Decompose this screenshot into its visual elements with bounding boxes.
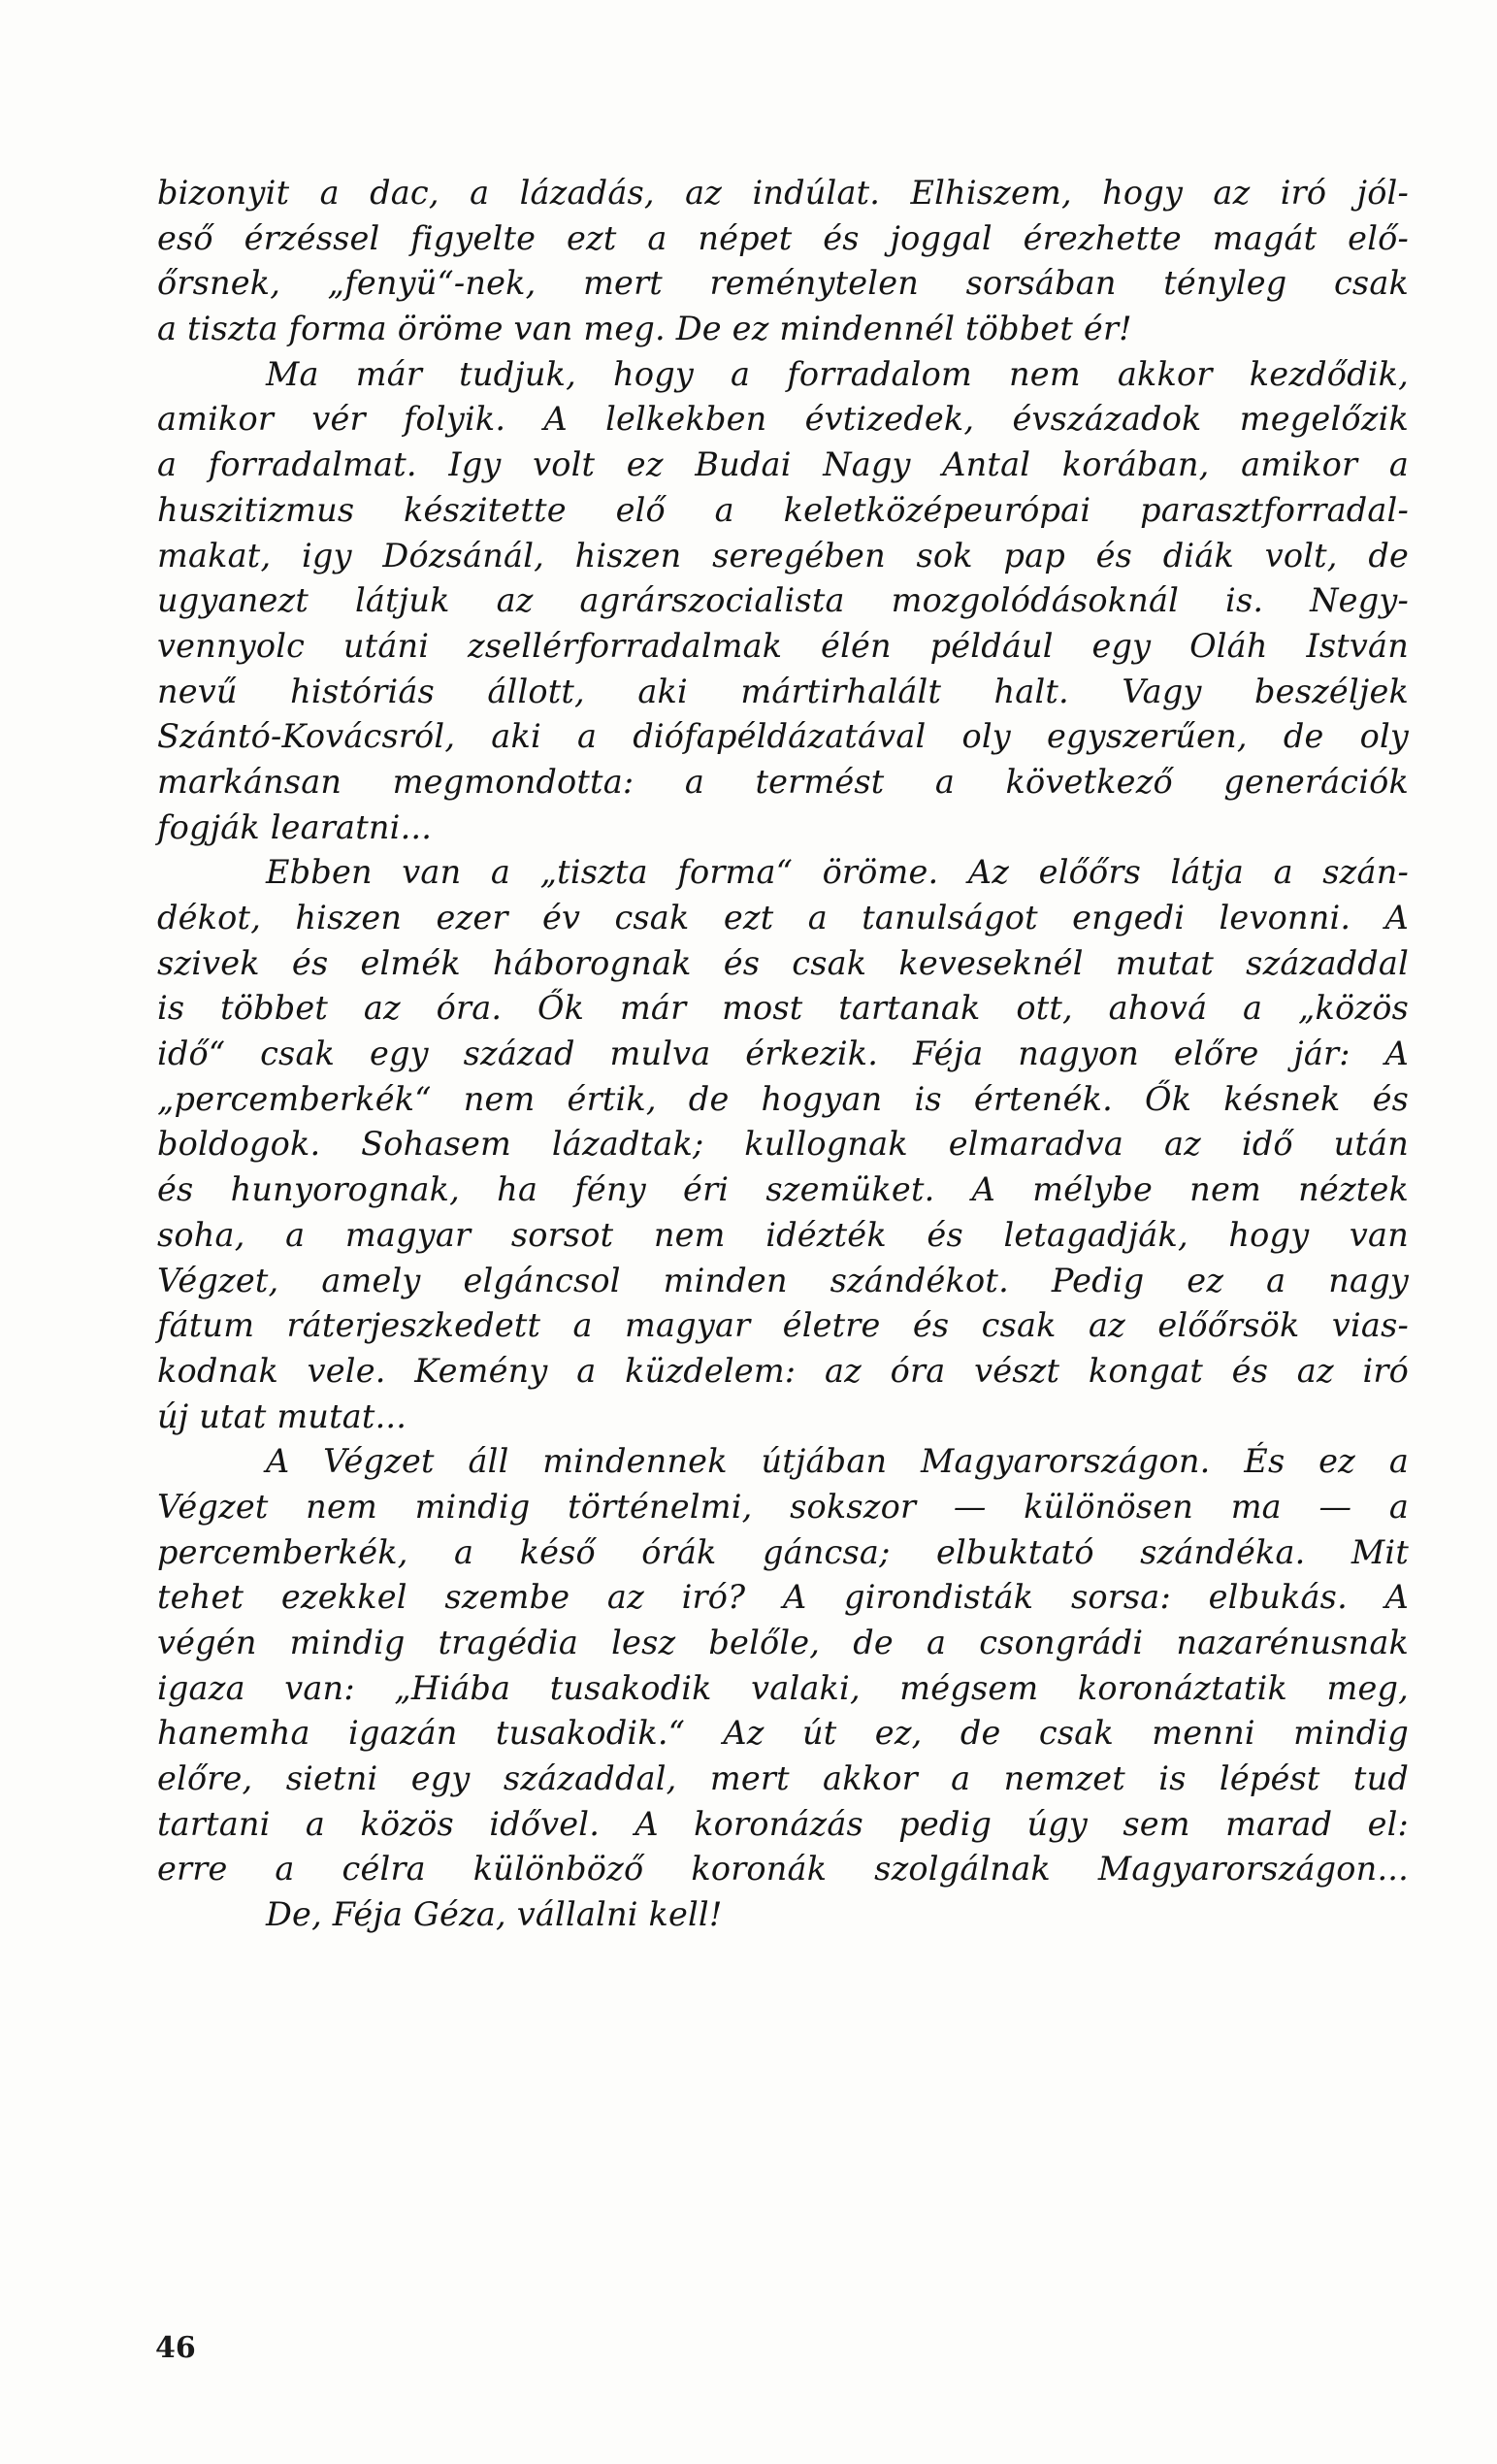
text-line: őrsnek, „fenyü“-nek, mert reménytelen sorsában tényleg csak — [157, 264, 1409, 303]
text-line: percemberkék, a késő órák gáncsa; elbuktató szándéka. Mit — [157, 1532, 1409, 1571]
page-number: 46 — [155, 2331, 196, 2365]
text-line: Végzet nem mindig történelmi, sokszor — különösen ma — a — [157, 1487, 1409, 1526]
text-line: a forradalmat. Igy volt ez Budai Nagy Antal korában, amikor a — [157, 445, 1409, 484]
text-line: nevű históriás állott, aki mártirhalált halt. Vagy beszéljek — [157, 672, 1409, 710]
text-line: igaza van: „Hiába tusakodik valaki, mégsem koronáztatik meg, — [157, 1668, 1409, 1707]
text-line: a tiszta forma öröme van meg. De ez mindennél többet ér! — [157, 310, 1132, 348]
text-line: erre a célra különböző koronák szolgálnak Magyarországon... — [157, 1850, 1409, 1889]
text-line: „percemberkék“ nem értik, de hogyan is értenék. Ők késnek és — [157, 1079, 1409, 1118]
text-line: is többet az óra. Ők már most tartanak ott, ahová a „közös — [157, 989, 1409, 1028]
text-line: hanemha igazán tusakodik.“ Az út ez, de csak menni mindig — [157, 1714, 1409, 1753]
paragraph-start-line: Ebben van a „tiszta forma“ öröme. Az előőrs látja a szán- — [266, 853, 1409, 892]
text-line: eső érzéssel figyelte ezt a népet és joggal érezhette magát elő- — [157, 218, 1409, 257]
text-line: szivek és elmék háborognak és csak keveseknél mutat századdal — [157, 943, 1409, 982]
text-line: Végzet, amely elgáncsol minden szándékot. Pedig ez a nagy — [157, 1261, 1409, 1299]
text-line: amikor vér folyik. A lelkekben évtizedek, évszázadok megelőzik — [157, 400, 1409, 439]
text-line: előre, sietni egy századdal, mert akkor a nemzet is lépést tud — [157, 1759, 1409, 1798]
body-text — [157, 171, 1409, 1938]
text-line: vennyolc utáni zsellérforradalmak élén például egy Oláh István — [157, 626, 1409, 665]
text-line: makat, igy Dózsánál, hiszen seregében sok pap és diák volt, de — [157, 536, 1409, 575]
text-line: fátum ráterjeszkedett a magyar életre és csak az előőrsök vias- — [157, 1306, 1409, 1345]
text-line: új utat mutat... — [157, 1396, 407, 1435]
text-line: huszitizmus készitette elő a keletközépeurópai parasztforradal- — [157, 490, 1409, 529]
text-line: soha, a magyar sorsot nem idézték és letagadják, hogy van — [157, 1215, 1409, 1254]
text-line: markánsan megmondotta: a termést a következő generációk — [157, 762, 1409, 801]
paragraph-start-line: Ma már tudjuk, hogy a forradalom nem akkor kezdődik, — [266, 354, 1409, 393]
text-line: fogják learatni... — [157, 807, 433, 846]
text-line: dékot, hiszen ezer év csak ezt a tanulságot engedi levonni. A — [157, 899, 1409, 936]
text-line: Szántó-Kovácsról, aki a diófapéldázatával oly egyszerűen, de oly — [157, 717, 1409, 756]
paragraph-start-line: A Végzet áll mindennek útjában Magyarországon. És ez a — [266, 1442, 1409, 1481]
text-line: bizonyit a dac, a lázadás, az indúlat. Elhiszem, hogy az iró jól- — [157, 174, 1409, 212]
text-line: boldogok. Sohasem lázadtak; kullognak elmaradva az idő után — [157, 1125, 1409, 1164]
paragraph-start-line: De, Féja Géza, vállalni kell! — [266, 1895, 723, 1934]
text-line: tehet ezekkel szembe az iró? A girondisták sorsa: elbukás. A — [157, 1578, 1409, 1617]
text-line: végén mindig tragédia lesz belőle, de a csongrádi nazarénusnak — [157, 1624, 1409, 1661]
text-line: ugyanezt látjuk az agrárszocialista mozgolódásoknál is. Negy- — [157, 581, 1409, 620]
text-line: idő“ csak egy század mulva érkezik. Féja nagyon előre jár: A — [157, 1035, 1409, 1073]
text-line: kodnak vele. Kemény a küzdelem: az óra vészt kongat és az iró — [157, 1351, 1409, 1390]
text-line: és hunyorognak, ha fény éri szemüket. A mélybe nem néztek — [157, 1170, 1409, 1209]
text-line: tartani a közös idővel. A koronázás pedig úgy sem marad el: — [157, 1804, 1409, 1843]
